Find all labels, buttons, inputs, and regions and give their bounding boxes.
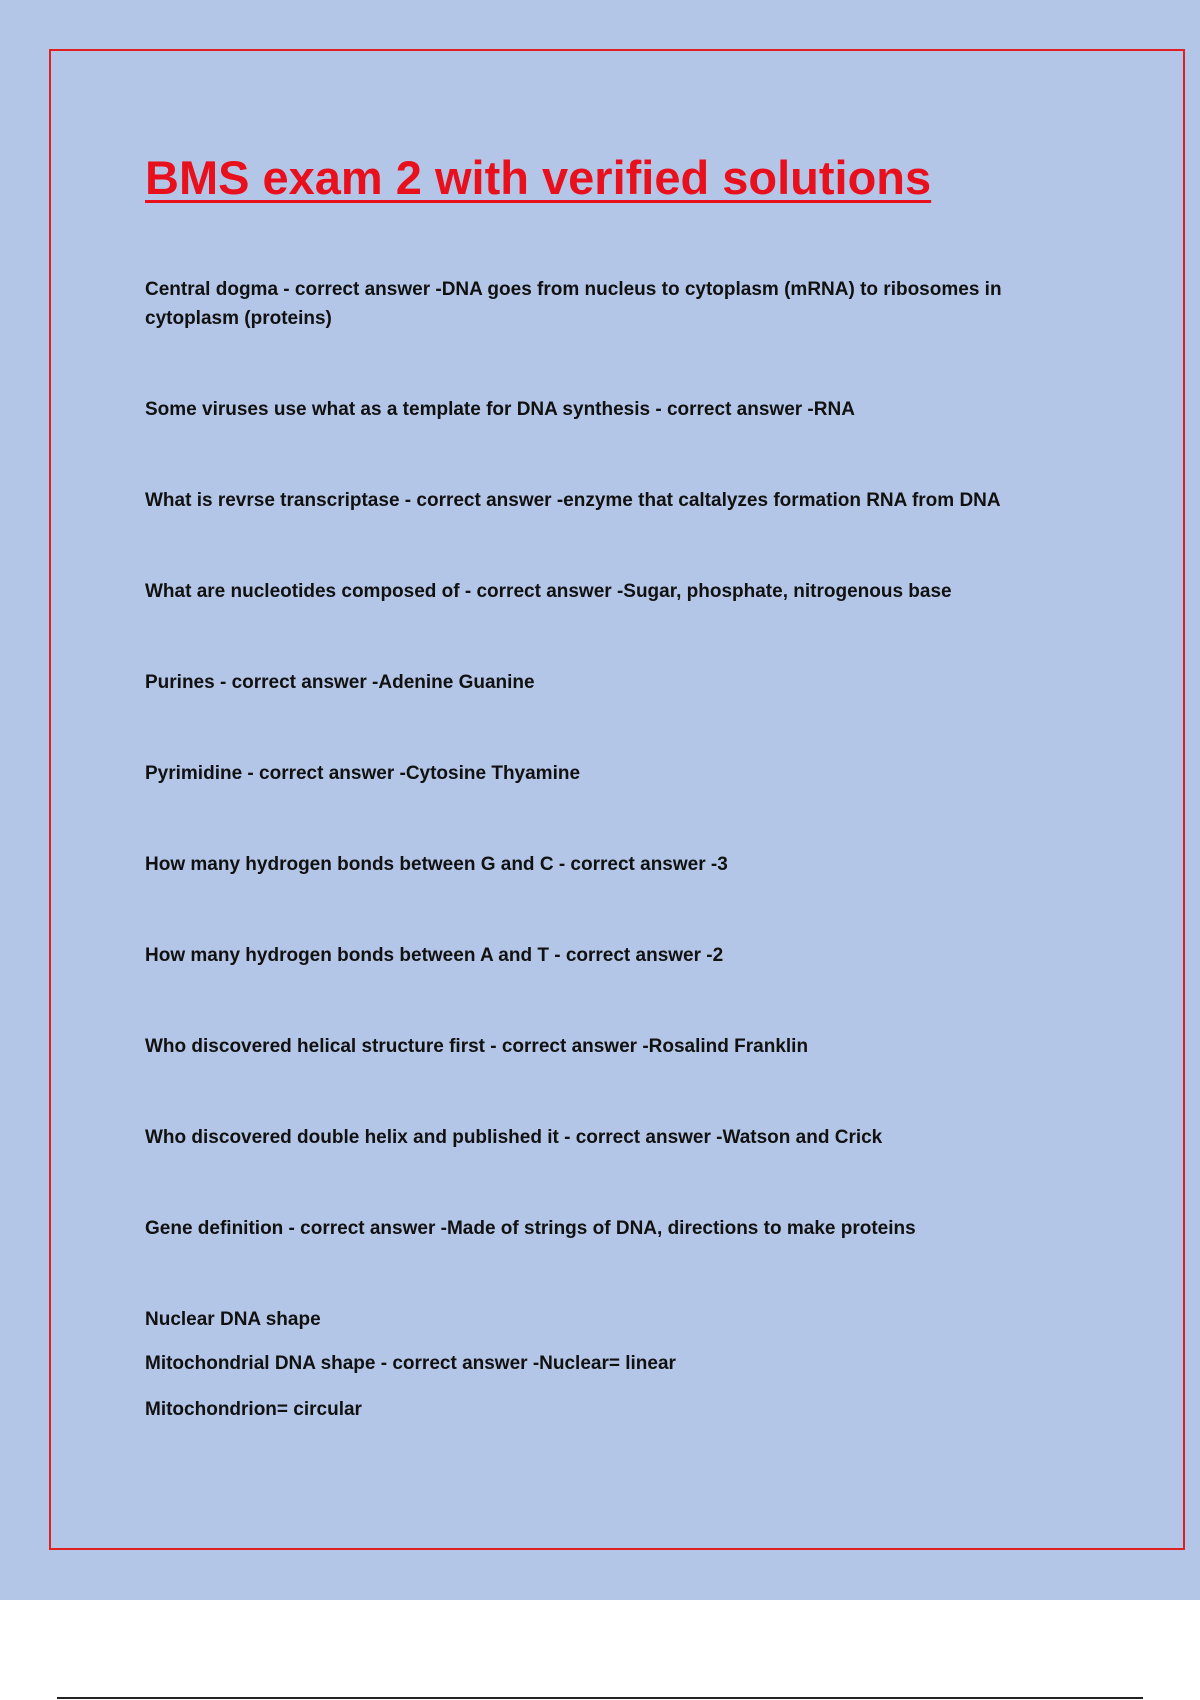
qa-item-nuclear-dna: Nuclear DNA shape — [145, 1309, 321, 1330]
qa-item-double-helix: Who discovered double helix and published it - correct answer -Watson and Crick — [145, 1127, 883, 1148]
qa-item-reverse-transcriptase: What is revrse transcriptase - correct answer -enzyme that caltalyzes formation RNA from DNA — [145, 490, 1001, 511]
qa-item-at-bonds: How many hydrogen bonds between A and T - correct answer -2 — [145, 945, 724, 966]
qa-item-gene-definition: Gene definition - correct answer -Made of strings of DNA, directions to make proteins — [145, 1218, 916, 1239]
qa-item-virus-template: Some viruses use what as a template for DNA synthesis - correct answer -RNA — [145, 399, 855, 420]
document-title: BMS exam 2 with verified solutions — [145, 151, 932, 204]
qa-item-mitochondrion: Mitochondrion= circular — [145, 1399, 362, 1420]
qa-item-pyrimidine: Pyrimidine - correct answer -Cytosine Thyamine — [145, 763, 581, 784]
qa-item-helical-structure: Who discovered helical structure first - correct answer -Rosalind Franklin — [145, 1036, 809, 1057]
qa-item-gc-bonds: How many hydrogen bonds between G and C - correct answer -3 — [145, 854, 728, 875]
qa-item-purines: Purines - correct answer -Adenine Guanine — [145, 672, 535, 693]
qa-item-nucleotides: What are nucleotides composed of - correct answer -Sugar, phosphate, nitrogenous base — [145, 581, 952, 602]
footer-divider — [57, 1697, 1143, 1699]
qa-item-mitochondrial-dna: Mitochondrial DNA shape - correct answer -Nuclear= linear — [145, 1353, 676, 1374]
qa-item-central-dogma: Central dogma - correct answer -DNA goes from nucleus to cytoplasm (mRNA) to ribosomes in cytoplasm (proteins) — [145, 279, 1002, 329]
